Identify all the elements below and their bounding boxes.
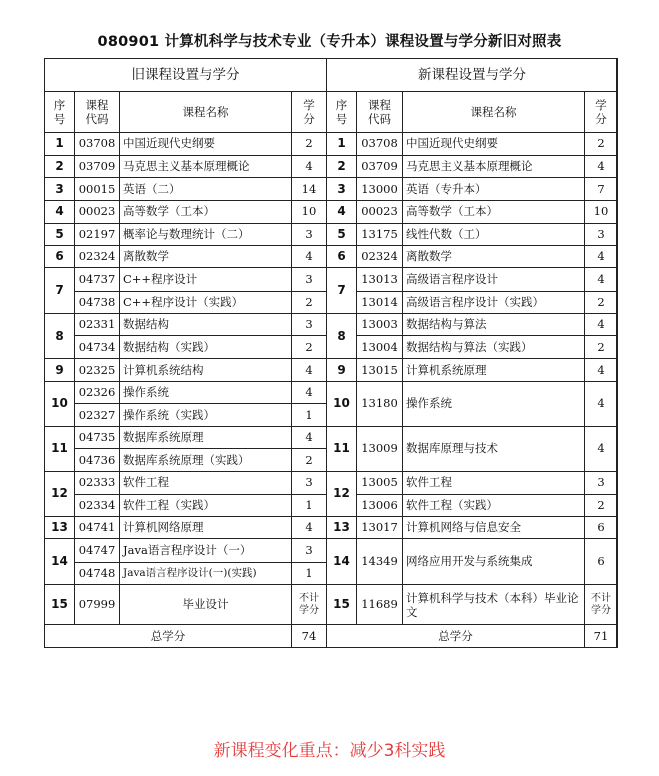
- old-name: 软件工程: [120, 471, 292, 494]
- old-col-credit: [292, 92, 327, 132]
- old-col-name: 课程名称: [120, 92, 292, 132]
- old-credit: 1: [292, 562, 327, 584]
- old-name: 操作系统: [120, 381, 292, 403]
- new-col-credit: [585, 92, 618, 132]
- new-code: 03708: [357, 132, 403, 155]
- old-credit: 3: [292, 471, 327, 494]
- new-credit: 4: [585, 246, 618, 268]
- new-no: 6: [327, 246, 357, 268]
- old-credit: 2: [292, 449, 327, 471]
- old-credit: 2: [292, 132, 327, 155]
- new-no: 1: [327, 132, 357, 155]
- new-credit: 7: [585, 178, 618, 200]
- table-row: [327, 156, 618, 178]
- new-name: 高级语言程序设计（实践）: [403, 291, 585, 313]
- new-code: 13015: [357, 359, 403, 381]
- old-code: 04736: [75, 449, 120, 471]
- old-credit: 14: [292, 178, 327, 200]
- old-code: 02331: [75, 313, 120, 335]
- new-credit: 3: [585, 471, 618, 494]
- new-no: 14: [327, 539, 357, 585]
- table-row: [45, 403, 327, 426]
- old-header: 旧课程设置与学分: [45, 59, 327, 92]
- old-no: 14: [45, 539, 75, 585]
- old-name: Java语言程序设计(一)(实践): [120, 562, 292, 584]
- new-col-no-text: 序 号: [335, 98, 348, 127]
- old-code: 04741: [75, 517, 120, 539]
- new-name: 离散数学: [403, 246, 585, 268]
- new-name: 数据结构与算法: [403, 313, 585, 335]
- old-name: 操作系统（实践）: [120, 403, 292, 426]
- old-name: 高等数学（工本）: [120, 200, 292, 223]
- table-row: [45, 359, 327, 381]
- table-row: [327, 223, 618, 245]
- old-name: 毕业设计: [120, 584, 292, 624]
- old-credit: 2: [292, 291, 327, 313]
- new-col-code-text: 课程 代码: [368, 98, 391, 127]
- old-no: 12: [45, 471, 75, 517]
- table-row: [45, 313, 327, 335]
- old-name: 马克思主义基本原理概论: [120, 156, 292, 178]
- new-no: 10: [327, 381, 357, 427]
- table-row: [45, 449, 327, 471]
- new-name: 高级语言程序设计: [403, 268, 585, 291]
- old-name: Java语言程序设计（一）: [120, 539, 292, 562]
- table-row: [327, 200, 618, 223]
- new-credit-text: 不计 学分: [591, 592, 611, 616]
- new-name: 中国近现代史纲要: [403, 132, 585, 155]
- table-row: [45, 246, 327, 268]
- new-header: 新课程设置与学分: [327, 59, 618, 92]
- table-row: [327, 291, 618, 313]
- table-row: [327, 359, 618, 381]
- old-name: 计算机网络原理: [120, 517, 292, 539]
- old-code: 02334: [75, 494, 120, 516]
- old-no: 8: [45, 313, 75, 359]
- new-col-no: [327, 92, 357, 132]
- old-no: 9: [45, 359, 75, 381]
- new-code: 00023: [357, 200, 403, 223]
- old-code: 04747: [75, 539, 120, 562]
- old-code: 02324: [75, 246, 120, 268]
- old-no: 4: [45, 200, 75, 223]
- new-code: 03709: [357, 156, 403, 178]
- new-code: 13013: [357, 268, 403, 291]
- new-name: 软件工程（实践）: [403, 494, 585, 516]
- table-row: [327, 585, 618, 625]
- new-credit: 4: [585, 427, 618, 472]
- new-code: 13175: [357, 223, 403, 245]
- new-col-code: [357, 92, 403, 132]
- new-no: 2: [327, 156, 357, 178]
- old-name: 数据库系统原理（实践）: [120, 449, 292, 471]
- old-code: 02197: [75, 223, 120, 245]
- new-name: 计算机网络与信息安全: [403, 517, 585, 539]
- table-row: [45, 494, 327, 516]
- old-code: 04734: [75, 336, 120, 359]
- old-code: 00015: [75, 178, 120, 200]
- table-row: [327, 517, 618, 539]
- new-credit: 10: [585, 200, 618, 223]
- new-col-name: 课程名称: [403, 92, 585, 132]
- table-row: [45, 539, 327, 562]
- old-name: 数据库系统原理: [120, 427, 292, 449]
- new-no: 7: [327, 268, 357, 314]
- new-no: 3: [327, 178, 357, 200]
- old-credit: 4: [292, 246, 327, 268]
- table-row: [327, 427, 618, 472]
- table-row: [45, 517, 327, 539]
- table-row: [45, 200, 327, 223]
- new-name: 高等数学（工本）: [403, 200, 585, 223]
- old-credit: 1: [292, 403, 327, 426]
- table-row: [45, 156, 327, 178]
- old-code: 04737: [75, 268, 120, 291]
- new-credit: 2: [585, 336, 618, 359]
- table-row: [327, 268, 618, 291]
- old-no: 3: [45, 178, 75, 200]
- table-row: [45, 178, 327, 200]
- new-name: 计算机科学与技术（本科）毕业论文: [403, 585, 585, 625]
- old-curriculum-table: [44, 58, 327, 648]
- new-credit: 2: [585, 132, 618, 155]
- old-code: 04735: [75, 427, 120, 449]
- new-code: 13017: [357, 517, 403, 539]
- new-name: 英语（专升本）: [403, 178, 585, 200]
- table-row: [327, 539, 618, 585]
- new-credit: 4: [585, 381, 618, 427]
- comparison-table: [44, 58, 617, 648]
- new-name: 数据结构与算法（实践）: [403, 336, 585, 359]
- table-row: [327, 381, 618, 427]
- new-name: 计算机系统原理: [403, 359, 585, 381]
- new-no: 9: [327, 359, 357, 381]
- old-col-no-text: 序 号: [53, 98, 66, 127]
- old-credit: 3: [292, 223, 327, 245]
- old-credit: 1: [292, 494, 327, 516]
- table-row: [45, 584, 327, 624]
- old-credit: 4: [292, 156, 327, 178]
- table-row: [45, 291, 327, 313]
- old-credit-text: 不计 学分: [299, 592, 319, 616]
- table-row: [45, 381, 327, 403]
- old-no: 1: [45, 132, 75, 155]
- old-name: 英语（二）: [120, 178, 292, 200]
- table-row: [327, 494, 618, 516]
- old-name: 概率论与数理统计（二）: [120, 223, 292, 245]
- new-code: 13014: [357, 291, 403, 313]
- old-no: 13: [45, 517, 75, 539]
- table-row: [45, 132, 327, 155]
- old-credit: 4: [292, 427, 327, 449]
- old-col-code: [75, 92, 120, 132]
- old-credit: 4: [292, 517, 327, 539]
- new-credit: [585, 585, 618, 625]
- new-credit: 3: [585, 223, 618, 245]
- old-no: 6: [45, 246, 75, 268]
- new-code: 11689: [357, 585, 403, 625]
- new-name: 操作系统: [403, 381, 585, 427]
- table-row: [45, 336, 327, 359]
- new-total-value: 71: [585, 625, 618, 648]
- old-no: 5: [45, 223, 75, 245]
- old-code: 04748: [75, 562, 120, 584]
- new-name: 马克思主义基本原理概论: [403, 156, 585, 178]
- new-code: 02324: [357, 246, 403, 268]
- new-name: 软件工程: [403, 471, 585, 494]
- new-credit: 6: [585, 539, 618, 585]
- new-no: 11: [327, 427, 357, 472]
- table-row: [45, 223, 327, 245]
- table-row: [327, 336, 618, 359]
- new-credit: 6: [585, 517, 618, 539]
- old-credit: 3: [292, 313, 327, 335]
- new-col-credit-text: 学 分: [595, 98, 607, 127]
- old-credit: 4: [292, 381, 327, 403]
- table-row: [45, 427, 327, 449]
- old-name: C++程序设计（实践）: [120, 291, 292, 313]
- new-code: 13003: [357, 313, 403, 335]
- new-code: 13000: [357, 178, 403, 200]
- old-code: 02325: [75, 359, 120, 381]
- new-credit: 4: [585, 359, 618, 381]
- old-code: 02327: [75, 403, 120, 426]
- total-row: [45, 625, 327, 648]
- table-row: [45, 562, 327, 584]
- old-no: 11: [45, 427, 75, 472]
- old-col-code-text: 课程 代码: [85, 98, 109, 127]
- new-credit: 4: [585, 268, 618, 291]
- new-code: 13009: [357, 427, 403, 472]
- old-no: 10: [45, 381, 75, 427]
- old-credit: 10: [292, 200, 327, 223]
- old-col-credit-text: 学 分: [303, 98, 315, 127]
- old-credit: [292, 584, 327, 624]
- new-credit: 4: [585, 313, 618, 335]
- new-code: 13180: [357, 381, 403, 427]
- total-row: [327, 625, 618, 648]
- old-code: 04738: [75, 291, 120, 313]
- old-total-label: 总学分: [45, 625, 292, 648]
- new-no: 12: [327, 471, 357, 517]
- old-code: 02326: [75, 381, 120, 403]
- old-name: 中国近现代史纲要: [120, 132, 292, 155]
- new-credit: 2: [585, 494, 618, 516]
- new-code: 14349: [357, 539, 403, 585]
- new-credit: 2: [585, 291, 618, 313]
- table-row: [327, 178, 618, 200]
- old-credit: 4: [292, 359, 327, 381]
- old-no: 15: [45, 584, 75, 624]
- old-name: C++程序设计: [120, 268, 292, 291]
- old-name: 软件工程（实践）: [120, 494, 292, 516]
- table-row: [45, 471, 327, 494]
- old-code: 03709: [75, 156, 120, 178]
- table-row: [327, 132, 618, 155]
- new-curriculum-table: [326, 58, 618, 648]
- old-credit: 2: [292, 336, 327, 359]
- old-credit: 3: [292, 268, 327, 291]
- old-col-no: [45, 92, 75, 132]
- old-code: 02333: [75, 471, 120, 494]
- new-no: 8: [327, 313, 357, 359]
- old-no: 7: [45, 268, 75, 314]
- old-name: 数据结构（实践）: [120, 336, 292, 359]
- new-name: 网络应用开发与系统集成: [403, 539, 585, 585]
- table-row: [327, 471, 618, 494]
- old-credit: 3: [292, 539, 327, 562]
- old-name: 数据结构: [120, 313, 292, 335]
- new-code: 13004: [357, 336, 403, 359]
- page-title: 080901 计算机科学与技术专业（专升本）课程设置与学分新旧对照表: [97, 34, 562, 50]
- old-total-value: 74: [292, 625, 327, 648]
- new-total-label: 总学分: [327, 625, 585, 648]
- table-row: [45, 268, 327, 291]
- old-code: 00023: [75, 200, 120, 223]
- new-code: 13006: [357, 494, 403, 516]
- new-name: 线性代数（工）: [403, 223, 585, 245]
- new-code: 13005: [357, 471, 403, 494]
- new-credit: 4: [585, 156, 618, 178]
- old-name: 离散数学: [120, 246, 292, 268]
- old-code: 03708: [75, 132, 120, 155]
- table-row: [327, 313, 618, 335]
- new-no: 4: [327, 200, 357, 223]
- change-note: 新课程变化重点：减少3科实践: [213, 741, 446, 761]
- old-code: 07999: [75, 584, 120, 624]
- table-row: [327, 246, 618, 268]
- old-name: 计算机系统结构: [120, 359, 292, 381]
- new-name: 数据库原理与技术: [403, 427, 585, 472]
- new-no: 5: [327, 223, 357, 245]
- old-no: 2: [45, 156, 75, 178]
- new-no: 15: [327, 585, 357, 625]
- new-no: 13: [327, 517, 357, 539]
